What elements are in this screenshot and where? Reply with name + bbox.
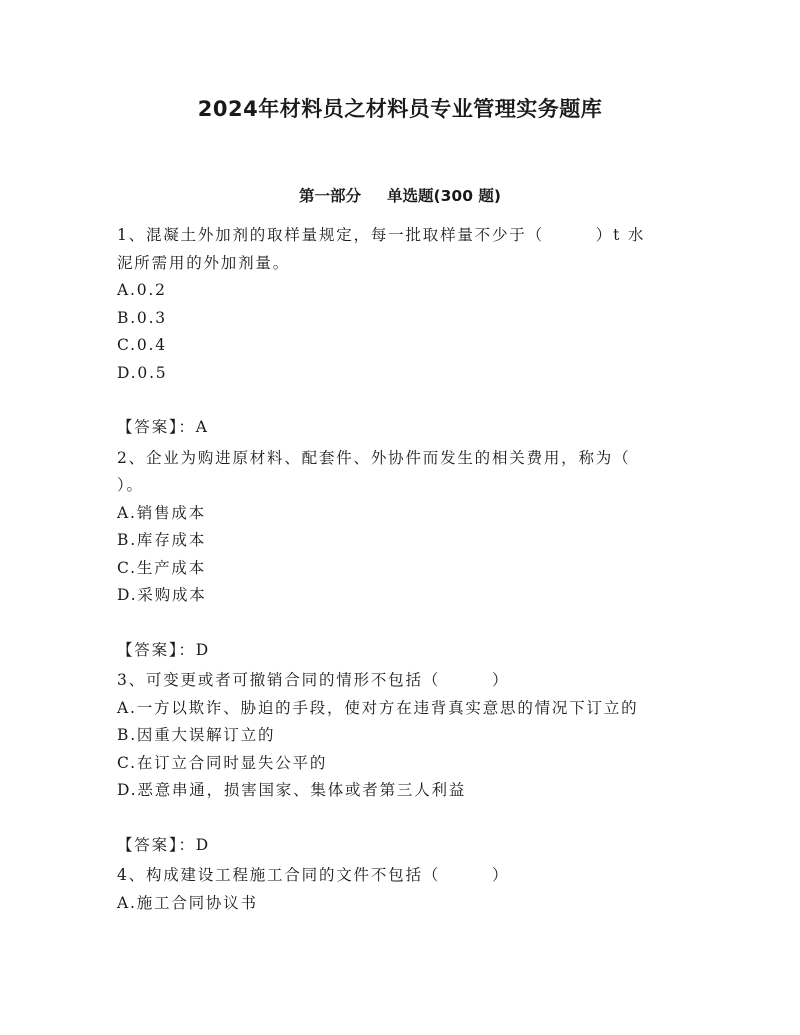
question-stem: 2、企业为购进原材料、配套件、外协件而发生的相关费用，称为（ bbox=[117, 448, 631, 467]
section-part: 第一部分 bbox=[299, 187, 362, 205]
answer-label: 【答案】： bbox=[117, 835, 196, 854]
document-title: 2024年材料员之材料员专业管理实务题库 bbox=[197, 97, 603, 121]
option-c: C.生产成本 bbox=[117, 558, 207, 577]
question-stem: 1、混凝土外加剂的取样量规定，每一批取样量不少于（ ）t 水 bbox=[117, 226, 646, 244]
option-b: B.因重大误解订立的 bbox=[117, 726, 276, 744]
option-c: C.0.4 bbox=[117, 336, 167, 354]
answer-value: A bbox=[195, 418, 209, 436]
question-stem: 3、可变更或者可撤销合同的情形不包括（ ） bbox=[117, 671, 510, 689]
answer-label: 【答案】： bbox=[117, 640, 196, 659]
option-a: A.销售成本 bbox=[117, 503, 206, 522]
option-d: D.采购成本 bbox=[117, 586, 207, 604]
option-b: B.库存成本 bbox=[117, 531, 207, 549]
option-b: B.0.3 bbox=[117, 308, 167, 327]
answer-value: D bbox=[195, 835, 210, 854]
question-2 bbox=[117, 445, 677, 665]
question-stem: 4、构成建设工程施工合同的文件不包括（ ） bbox=[117, 866, 510, 884]
answer-line bbox=[117, 637, 677, 665]
question-stem-continued: ）。 bbox=[117, 476, 144, 494]
question-stem-continued: 泥所需用的外加剂量。 bbox=[117, 253, 291, 272]
question-3 bbox=[117, 667, 677, 859]
option-a: A.一方以欺诈、胁迫的手段，使对方在违背真实意思的情况下订立的 bbox=[117, 698, 639, 717]
option-a: A.0.2 bbox=[117, 281, 167, 299]
option-c: C.在订立合同时显失公平的 bbox=[117, 753, 328, 772]
option-a: A.施工合同协议书 bbox=[117, 893, 258, 912]
option-d: D.0.5 bbox=[117, 363, 168, 382]
answer-label: 【答案】： bbox=[117, 418, 196, 436]
answer-value: D bbox=[195, 640, 210, 659]
answer-line bbox=[117, 832, 677, 860]
question-4 bbox=[117, 862, 677, 917]
question-1 bbox=[117, 222, 677, 442]
section-name: 单选题(300 题) bbox=[387, 187, 501, 205]
section-heading bbox=[0, 184, 800, 206]
option-d: D.恶意串通，损害国家、集体或者第三人利益 bbox=[117, 781, 467, 799]
answer-line bbox=[117, 414, 677, 442]
question-list bbox=[117, 222, 677, 917]
